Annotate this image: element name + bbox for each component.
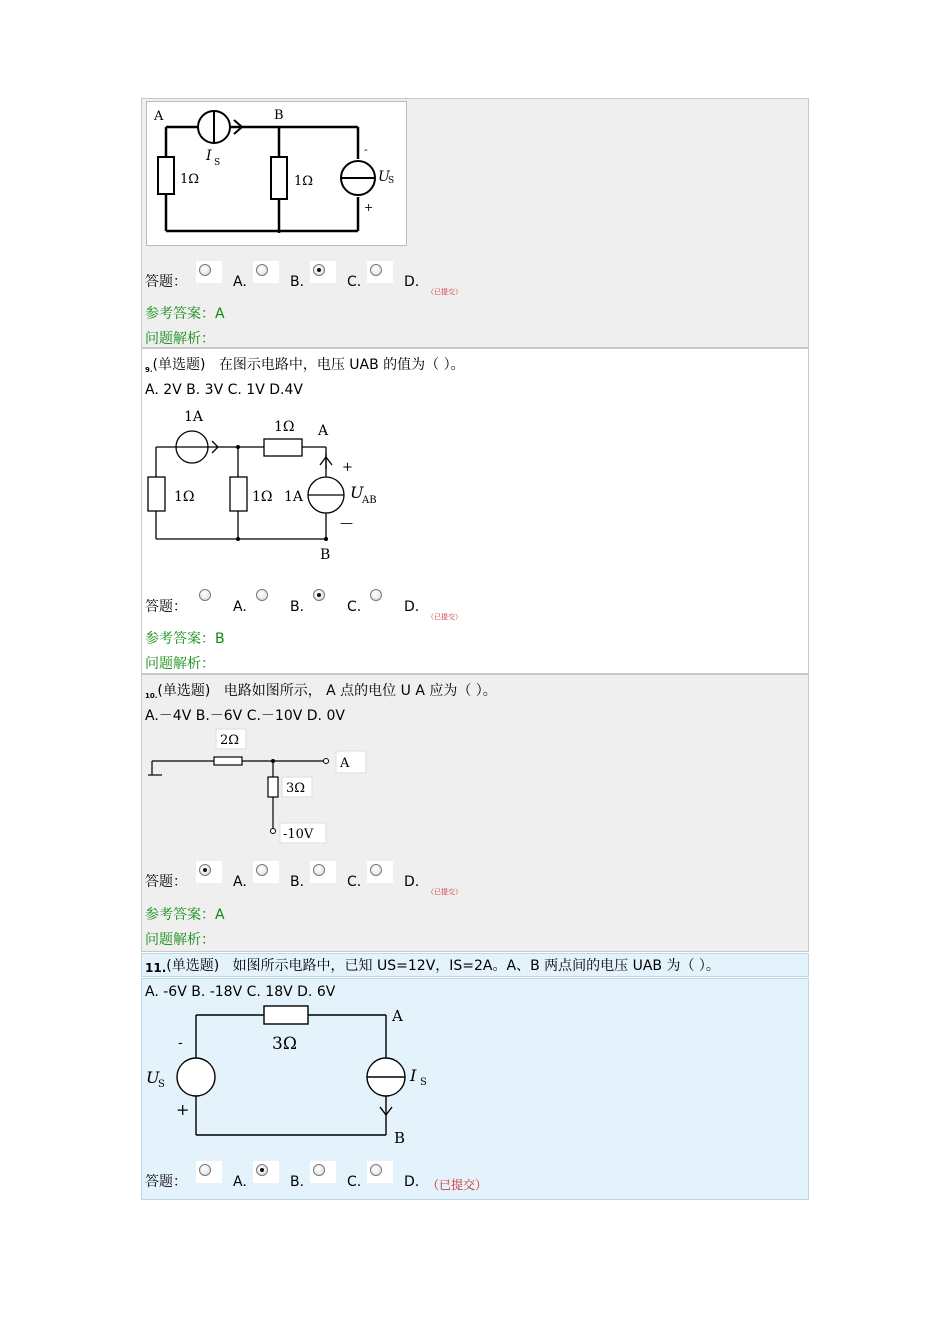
answer-label: 答题： xyxy=(145,274,187,290)
question-8-panel xyxy=(141,98,809,348)
q11-option-c-radio[interactable] xyxy=(310,1161,336,1183)
minus-sign: - xyxy=(364,143,368,156)
question-11-choices: A. -6V B. -18V C. 18V D. 6V xyxy=(145,984,336,1000)
option-d-label: D. xyxy=(404,1174,420,1190)
answer-label: 答题： xyxy=(145,1174,187,1190)
option-a-label: A. xyxy=(233,274,247,290)
option-d-label: D. xyxy=(404,874,420,890)
option-d-label: D. xyxy=(404,599,420,615)
q11-option-a-radio[interactable] xyxy=(196,1161,222,1183)
resistor-label: 3Ω xyxy=(272,1034,297,1054)
analysis-label: 问题解析： xyxy=(145,331,215,347)
reference-answer: 参考答案：A xyxy=(145,907,225,923)
q8-option-d-radio[interactable] xyxy=(367,261,393,283)
question-9-title: $_{9.}$(单选题) 在图示电路中，电压 UAB 的值为（ ）。 xyxy=(145,357,465,374)
voltage-source-sub: S xyxy=(158,1079,165,1090)
question-11-title: 11.(单选题) 如图所示电路中，已知 US=12V，IS=2A。A、B 两点间的电压 UAB 为（ ）。 xyxy=(145,958,720,975)
voltage-sub: AB xyxy=(362,495,377,506)
node-a-label: A xyxy=(392,1007,403,1025)
current-source-label: I xyxy=(206,148,212,164)
question-10-panel xyxy=(141,674,809,952)
resistor-1-label: 1Ω xyxy=(174,489,195,505)
q8-option-b-radio[interactable] xyxy=(253,261,279,283)
option-d-label: D. xyxy=(404,274,420,290)
q9-option-d-radio[interactable] xyxy=(367,586,393,608)
option-b-label: B. xyxy=(290,1174,305,1190)
question-9-circuit-diagram xyxy=(146,405,406,565)
option-a-label: A. xyxy=(233,874,247,890)
voltage-label: -10V xyxy=(283,827,314,842)
voltage-source-sub: S xyxy=(388,176,395,186)
resistor-1-label: 2Ω xyxy=(220,733,240,748)
voltage-source-label: U xyxy=(146,1068,160,1087)
analysis-label: 问题解析： xyxy=(145,656,215,672)
node-b-label: B xyxy=(320,547,331,563)
answer-label: 答题： xyxy=(145,599,187,615)
q8-option-c-radio[interactable] xyxy=(310,261,336,283)
minus-sign: — xyxy=(340,516,353,531)
option-c-label: C. xyxy=(347,274,362,290)
resistor-1-label: 1Ω xyxy=(180,172,200,187)
reference-answer: 参考答案：B xyxy=(145,631,225,647)
option-b-label: B. xyxy=(290,274,305,290)
question-11-header xyxy=(141,953,809,977)
option-b-label: B. xyxy=(290,599,305,615)
resistor-2-label: 3Ω xyxy=(286,781,306,796)
plus-sign: + xyxy=(176,1100,190,1119)
plus-sign: + xyxy=(342,460,353,475)
q9-option-a-radio[interactable] xyxy=(196,586,222,608)
q10-option-a-radio[interactable] xyxy=(196,861,222,883)
submitted-status: （已提交） xyxy=(427,613,462,621)
current-source-sub: S xyxy=(214,158,221,168)
node-a-label: A xyxy=(340,756,350,771)
question-10-title: $_{10.}$(单选题) 电路如图所示， A 点的电位 U A 应为（ ）。 xyxy=(145,683,497,700)
voltage-source-label: U xyxy=(378,169,390,185)
q11-option-b-radio[interactable] xyxy=(253,1161,279,1183)
question-10-circuit-diagram xyxy=(146,727,376,845)
submitted-status: （已提交） xyxy=(427,888,462,896)
current-source-sub: S xyxy=(420,1077,427,1088)
q9-option-c-radio[interactable] xyxy=(310,586,336,608)
resistor-2-label: 1Ω xyxy=(294,174,314,189)
node-b-label: B xyxy=(394,1129,406,1147)
question-8-circuit-diagram xyxy=(146,101,408,247)
option-a-label: A. xyxy=(233,599,247,615)
voltage-label: U xyxy=(350,483,364,502)
plus-sign: + xyxy=(364,201,374,214)
question-11-panel xyxy=(141,978,809,1200)
option-c-label: C. xyxy=(347,1174,362,1190)
reference-answer: 参考答案：A xyxy=(145,306,225,322)
top-resistor-label: 1Ω xyxy=(274,419,295,435)
question-10-choices: A.－4V B.－6V C.－10V D. 0V xyxy=(145,708,345,724)
option-b-label: B. xyxy=(290,874,305,890)
resistor-2-label: 1Ω xyxy=(252,489,273,505)
answer-label: 答题： xyxy=(145,874,187,890)
q8-option-a-radio[interactable] xyxy=(196,261,222,283)
option-a-label: A. xyxy=(233,1174,247,1190)
node-b-label: B xyxy=(274,108,284,123)
q9-option-b-radio[interactable] xyxy=(253,586,279,608)
minus-sign: - xyxy=(178,1035,183,1051)
right-source-label: 1A xyxy=(284,489,304,505)
q10-option-b-radio[interactable] xyxy=(253,861,279,883)
node-a-label: A xyxy=(318,423,329,439)
node-a-label: A xyxy=(154,109,164,124)
submitted-status: （已提交） xyxy=(427,1178,488,1192)
analysis-label: 问题解析： xyxy=(145,932,215,948)
q11-option-d-radio[interactable] xyxy=(367,1161,393,1183)
current-source-label: I xyxy=(410,1066,417,1085)
submitted-status: （已提交） xyxy=(427,288,462,296)
top-source-label: 1A xyxy=(184,409,204,425)
question-9-panel xyxy=(141,348,809,674)
question-11-circuit-diagram xyxy=(146,1001,446,1151)
question-9-choices: A. 2V B. 3V C. 1V D.4V xyxy=(145,382,303,398)
option-c-label: C. xyxy=(347,874,362,890)
option-c-label: C. xyxy=(347,599,362,615)
q10-option-c-radio[interactable] xyxy=(310,861,336,883)
q10-option-d-radio[interactable] xyxy=(367,861,393,883)
